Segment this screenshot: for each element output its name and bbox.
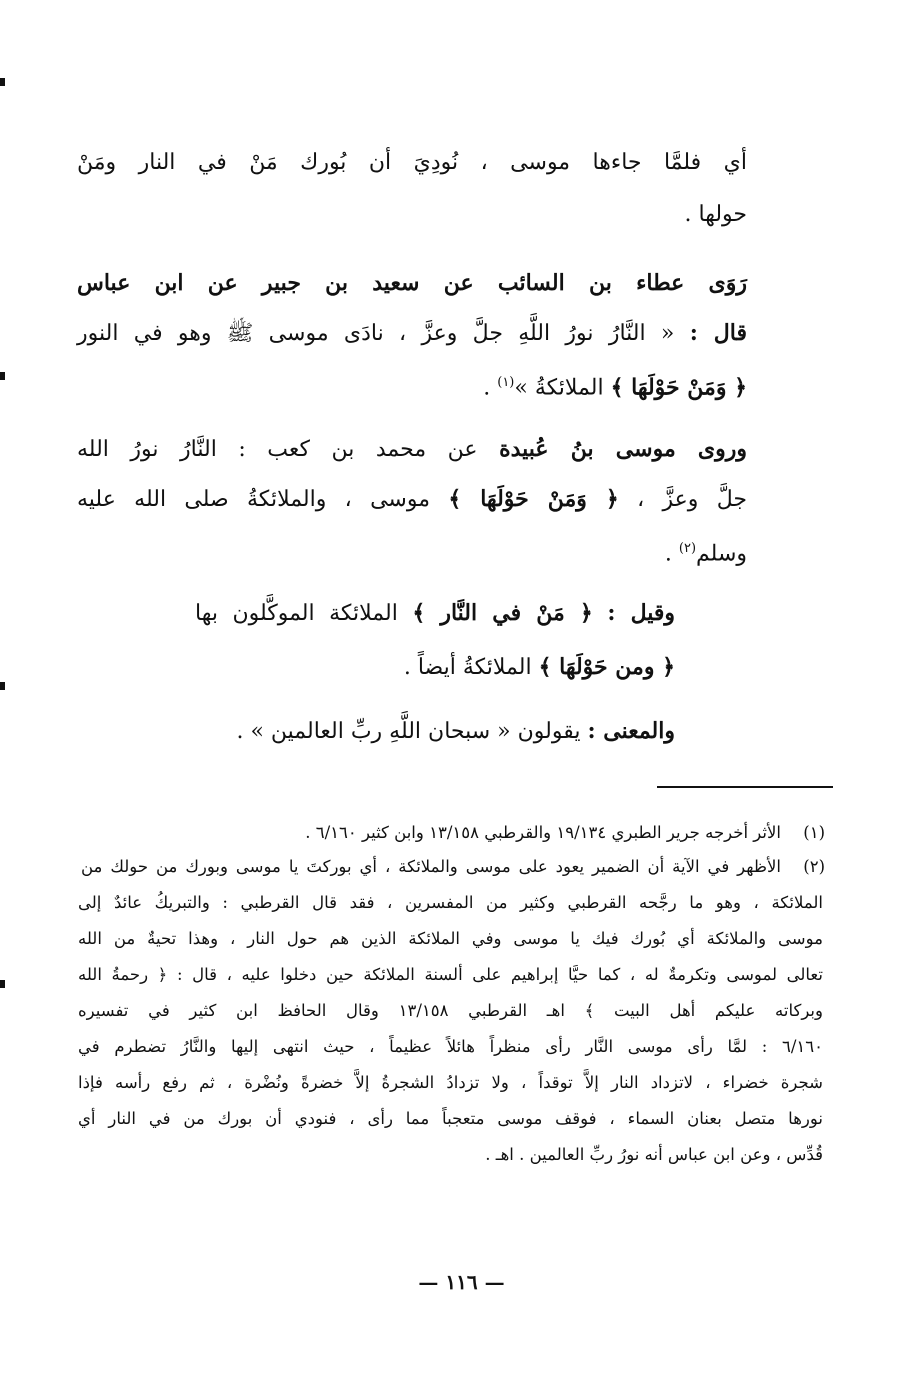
footnote-2-line-9: قُدِّس ، وعن ابن عباس أنه نورُ ربِّ العالمين . اهـ . — [485, 1145, 823, 1164]
paragraph-2-line-1: رَوَى عطاء بن السائب عن سعيد بن جبير عن ابن عباس — [77, 270, 747, 296]
paragraph-3-line-3 — [77, 534, 747, 569]
margin-mark — [0, 372, 5, 380]
narration-text: الملائكة الموكَّلون بها — [195, 601, 398, 626]
margin-mark — [0, 78, 5, 86]
footnote-2-line-2: الملائكة ، وهو ما رجَّحه القرطبي وكثير من المفسرين ، فقد قال القرطبي : والتبريكُ عائدٌ إلى — [78, 893, 823, 912]
paragraph-4-line-2 — [195, 652, 675, 683]
margin-mark — [0, 980, 5, 988]
quran-quote: ﴿ ومن حَوْلَهَا ﴾ — [538, 654, 675, 680]
sentence-end: . — [483, 375, 491, 401]
narration-text: موسى ، والملائكةُ صلى الله عليه — [77, 487, 431, 512]
footnote-2-line-1: الأظهر في الآية أن الضمير يعود على موسى والملائكة ، أي بوركتَ يا موسى وبورك من حولك من — [81, 857, 781, 876]
paragraph-1-line-2: حولها . — [684, 202, 747, 227]
quote-text: الملائكةُ » — [514, 375, 604, 401]
paragraph-3-line-1 — [77, 434, 747, 465]
margin-mark — [0, 682, 5, 690]
footnote-1-text: الأثر أخرجه جرير الطبري ١٩/١٣٤ والقرطبي ١٣/١٥٨ وابن كثير ٦/١٦٠ . — [305, 823, 781, 842]
footnote-2-line-4: تعالى لموسى وتكرمةٌ له ، كما حيَّا إبراهيم على ألسنة الملائكة حين دخلوا عليه ، قال : ﴿ رحمةُ الله — [78, 965, 823, 984]
narration-text: وسلم — [696, 541, 747, 567]
footnote-2-line-8: نورها متصل بعنان السماء ، فوقف موسى متعجباً مما رأى ، فنودي أن بورك من في النار أي — [78, 1109, 823, 1128]
page-number: — ١١٦ — — [418, 1270, 505, 1294]
footnote-2-number: (٢) — [803, 857, 825, 876]
footnote-ref-2: (٢) — [678, 541, 697, 556]
footnote-2-line-7: شجرة خضراء ، لاتزداد النار إلاَّ توقداً ، ولا تزدادُ الشجرةُ إلاَّ خضرةً ونُضْرة ، ثم رفع رأسه فإذا — [78, 1073, 823, 1092]
narration-text: عن محمد بن كعب : النَّارُ نورُ الله — [77, 437, 478, 462]
paragraph-4-line-1 — [195, 598, 675, 629]
narration-text: جلَّ وعزَّ ، — [637, 487, 747, 512]
paragraph-2-line-2 — [77, 318, 747, 349]
sentence-end: . — [664, 541, 672, 567]
footnote-separator — [657, 786, 833, 788]
quote-text: « النَّارُ نورُ اللَّهِ جلَّ وعزَّ ، نادَى موسى ﷺ وهو في النور — [77, 321, 675, 346]
footnote-2-line-5: وبركاته عليكم أهل البيت ﴾ اهـ القرطبي ١٣/١٥٨ وقال الحافظ ابن كثير في تفسيره — [78, 1001, 823, 1020]
paragraph-1-line-1: أي فلمَّا جاءها موسى ، نُودِيَ أن بُورك مَنْ في النار ومَنْ — [77, 150, 747, 175]
quran-quote: ﴿ وَمَنْ حَوْلَهَا ﴾ — [448, 486, 619, 512]
speaker-lead: وقيل : — [607, 600, 676, 626]
speaker-lead: والمعنى : — [587, 718, 675, 744]
paragraph-2-line-3 — [77, 368, 747, 403]
narration-text: يقولون « سبحان اللَّهِ ربِّ العالمين » . — [236, 719, 581, 744]
quran-quote: ﴿ وَمَنْ حَوْلَهَا ﴾ — [610, 374, 747, 401]
quran-quote: ﴿ مَنْ في النَّار ﴾ — [412, 600, 593, 626]
footnote-ref-1: (١) — [497, 375, 515, 390]
speaker-lead: قال : — [689, 320, 747, 346]
footnote-2-line-6: ٦/١٦٠ : لمَّا رأى موسى النَّار رأى منظراً هائلاً عظيماً ، حيث انتهى إليها والنَّارُ تضطرم في — [78, 1037, 823, 1056]
narrator-name: وروى موسى بنُ عُبيدة — [499, 436, 748, 462]
footnote-2-line-3: موسى والملائكة أي بُورك فيك يا موسى وفي الملائكة الذين هم حول النار ، وهذا تحيةٌ من الله — [78, 929, 823, 948]
paragraph-3-line-2 — [77, 484, 747, 515]
narration-text: الملائكةُ أيضاً . — [403, 655, 532, 680]
footnote-1-number: (١) — [803, 823, 825, 842]
paragraph-5-line-1 — [195, 716, 675, 747]
